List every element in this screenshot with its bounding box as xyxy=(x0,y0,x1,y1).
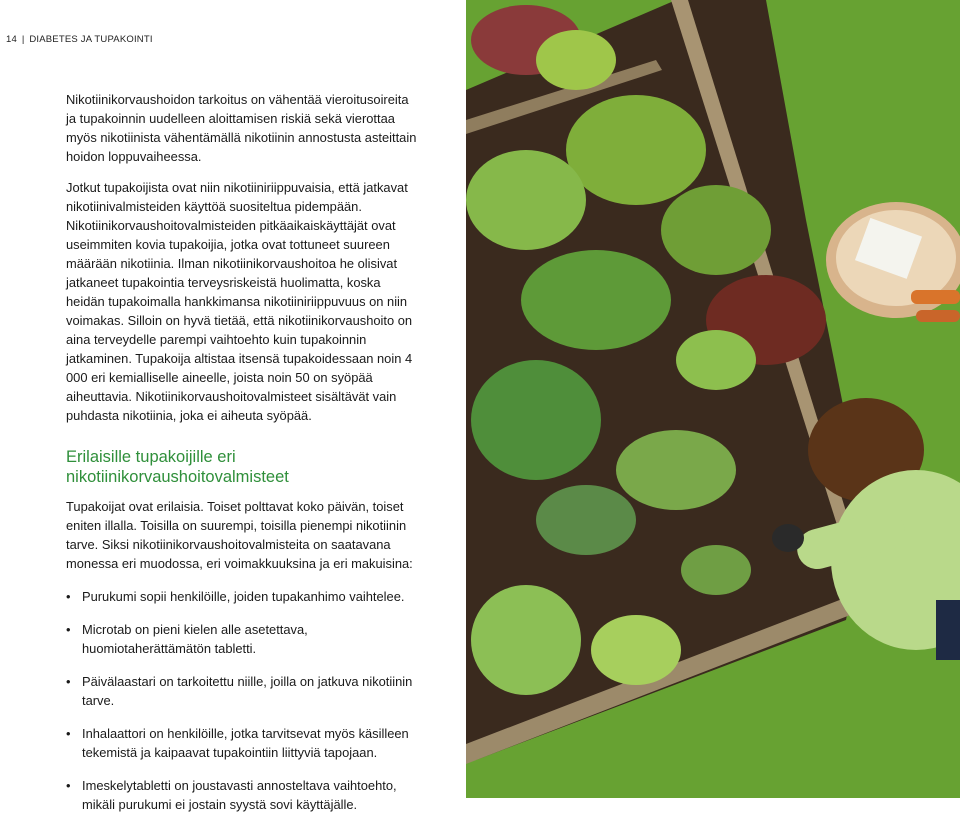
paragraph-long-term-users: Jotkut tupakoijista ovat niin nikotiiniriippuvaisia, että jatkavat nikotiinivalmisteiden käyttöä suositeltua pidempään. Nikotiinikorvaushoitovalmisteiden pitkäaikaiskäyttäjät ovat useimmiten kovia tupakoijia, jotka ovat tottuneet suureen määrään nikotiinia. Ilman nikotiinikorvaushoitoa he olisivat jatkaneet tupakointia terveysriskeistä huolimatta, koska heidän tupakoimalla hankkimansa nikotiiniriippuvuus on niin voimakas. Silloin on hyvä tietää, että nikotiinikorvaushoito on aina terveydelle parempi vaihtoehto kuin tupakoinnin jatkaminen. Tupakoija altistaa itsensä tupakoidessaan noin 4 000 eri kemialliselle aineelle, joista noin 50 on syöpää aiheuttavia. Nikotiinikorvaushoitovalmisteet sisältävät vain puhdasta nikotiinia, joka ei aiheuta syöpää. xyxy=(66,180,413,423)
paragraph-intro: Nikotiinikorvaushoidon tarkoitus on vähentää vieroitusoireita ja tupakoinnin uudelleen aloittamisen riskiä sekä vierottaa myös nikotiinista vähentämällä nikotiinin annostusta asteittain hoidon loppuvaiheessa. xyxy=(66,92,417,164)
list-item: • Purukumi sopii henkilöille, joiden tupakanhimo vaihtelee. xyxy=(66,587,418,606)
page-number: 14 xyxy=(6,34,17,45)
product-list xyxy=(66,587,418,814)
text-column xyxy=(66,90,418,828)
section-title: DIABETES JA TUPAKOINTI xyxy=(29,34,153,45)
garden-photo xyxy=(466,0,960,798)
paragraph-smoker-types: Tupakoijat ovat erilaisia. Toiset polttavat koko päivän, toiset eniten illalla. Toisilla on suurempi, toisilla pienempi nikotiinin tarve. Siksi nikotiinikorvaushoitovalmisteita on saatavana monessa eri muodossa, eri voimakkuuksina ja eri makuisina: xyxy=(66,499,413,571)
list-item: • Päivälaastari on tarkoitettu niille, joilla on jatkuva nikotiinin tarve. xyxy=(66,672,418,710)
list-item: • Imeskelytabletti on joustavasti annosteltava vaihtoehto, mikäli purukumi ei jostain syystä sovi käyttäjälle. xyxy=(66,776,418,814)
garden-illustration xyxy=(466,0,960,798)
running-head xyxy=(6,34,153,45)
list-item: • Inhalaattori on henkilöille, jotka tarvitsevat myös käsilleen tekemistä ja kaipaavat tupakointiin liittyviä tapojaan. xyxy=(66,724,418,762)
list-item: • Microtab on pieni kielen alle asetettava, huomiotaherättämätön tabletti. xyxy=(66,620,418,658)
section-heading: Erilaisille tupakoijille eri nikotiinikorvaushoitovalmisteet xyxy=(66,448,289,486)
header-separator: | xyxy=(21,34,25,45)
